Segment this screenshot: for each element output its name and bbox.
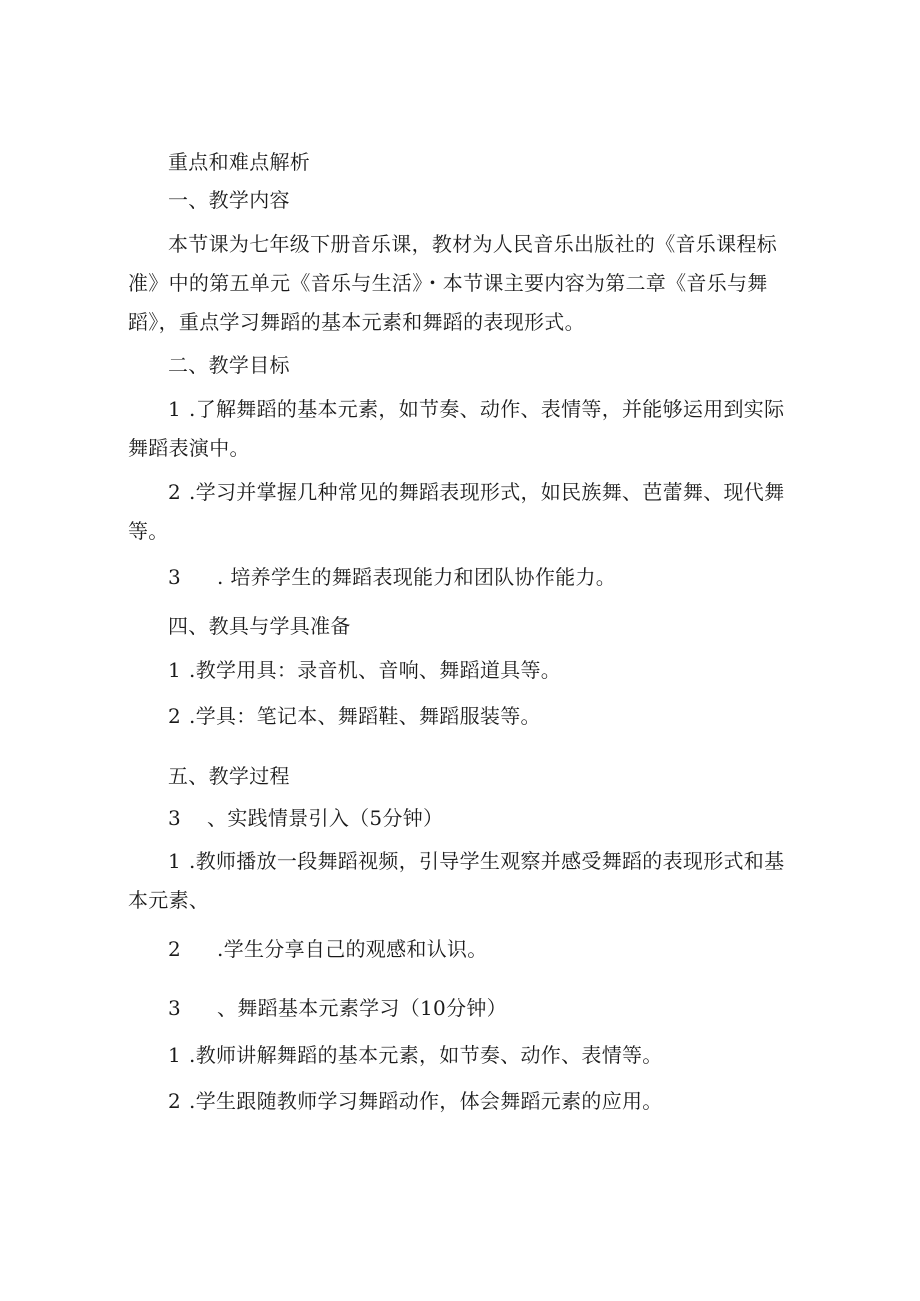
heading-tools-preparation: 四、教具与学具准备: [168, 614, 351, 638]
process-step-2-item-2: [168, 1089, 663, 1113]
prep-item-1: [168, 658, 561, 682]
list-text: .了解舞蹈的基本元素，如节奏、动作、表情等，并能够运用到实际: [189, 397, 785, 421]
list-number: 2: [168, 480, 182, 504]
list-text: .教师讲解舞蹈的基本元素，如节奏、动作、表情等。: [189, 1043, 663, 1067]
list-text: 、舞蹈基本元素学习（10分钟）: [217, 996, 507, 1020]
list-number: 1: [168, 658, 182, 682]
list-text-continued: 本元素、: [128, 888, 210, 912]
paragraph-line: 准》中的第五单元《音乐与生活》・本节课主要内容为第二章《音乐与舞: [128, 271, 768, 295]
list-number: 3: [168, 565, 182, 589]
list-number: 3: [168, 996, 182, 1020]
list-text: .学生分享自己的观感和认识。: [217, 937, 488, 961]
heading-teaching-content: 一、教学内容: [168, 188, 290, 212]
list-number: 1: [168, 397, 182, 421]
process-step-1-item-2: [168, 937, 488, 961]
list-number: 2: [168, 937, 182, 961]
heading-teaching-process: 五、教学过程: [168, 764, 290, 788]
prep-item-2: [168, 704, 541, 728]
list-text-continued: 舞蹈表演中。: [128, 436, 250, 460]
list-text: .教学用具：录音机、音响、舞蹈道具等。: [189, 658, 562, 682]
paragraph-line: 本节课为七年级下册音乐课，教材为人民音乐出版社的《音乐课程标: [168, 232, 777, 256]
paragraph-line: 蹈》，重点学习舞蹈的基本元素和舞蹈的表现形式。: [128, 310, 585, 334]
process-step-2: [168, 996, 507, 1020]
list-text: .学具：笔记本、舞蹈鞋、舞蹈服装等。: [189, 704, 541, 728]
list-number: 2: [168, 1089, 182, 1113]
list-number: 3: [168, 806, 182, 830]
goal-item-1: [168, 397, 784, 421]
process-step-2-item-1: [168, 1043, 663, 1067]
list-number: 2: [168, 704, 182, 728]
goal-item-2: [168, 480, 784, 504]
list-number: 1: [168, 1043, 182, 1067]
list-number: 1: [168, 849, 182, 873]
section-title: 重点和难点解析: [168, 150, 311, 174]
process-step-1-item-1: [168, 849, 784, 873]
heading-teaching-goals: 二、教学目标: [168, 353, 290, 377]
list-text: 、实践情景引入（5分钟）: [207, 806, 444, 830]
list-text: .学生跟随教师学习舞蹈动作，体会舞蹈元素的应用。: [189, 1089, 663, 1113]
list-text: .教师播放一段舞蹈视频，引导学生观察并感受舞蹈的表现形式和基: [189, 849, 785, 873]
list-text: .学习并掌握几种常见的舞蹈表现形式，如民族舞、芭蕾舞、现代舞: [189, 480, 785, 504]
process-step-1: [168, 806, 443, 830]
goal-item-3: [168, 565, 616, 589]
list-text: . 培养学生的舞蹈表现能力和团队协作能力。: [217, 565, 617, 589]
list-text-continued: 等。: [128, 519, 169, 543]
